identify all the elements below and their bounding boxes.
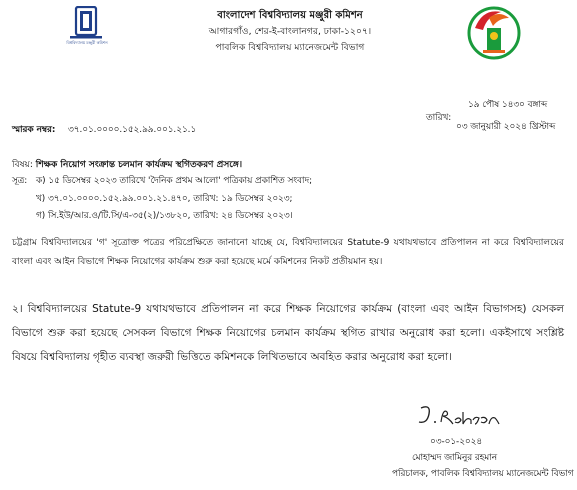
jubilee-emblem	[465, 4, 523, 62]
gregorian-date: ০৩ জানুয়ারী ২০২৪ খ্রিস্টাব্দ	[456, 122, 556, 132]
signatory-title: পরিচালক, পাবলিক বিশ্ববিদ্যালয় ম্যানেজমেন্ট বিভাগ	[392, 469, 574, 479]
organization-name: বাংলাদেশ বিশ্ববিদ্যালয় মঞ্জুরী কমিশন	[217, 10, 363, 21]
signatory-name: মোহাম্মদ জামিনুর রহমান	[412, 453, 497, 463]
organization-address: আগারগাঁও, শের-ই-বাংলানগর, ঢাকা-১২০৭।	[208, 26, 372, 37]
division-name: পাবলিক বিশ্ববিদ্যালয় ম্যানেজমেন্ট বিভাগ	[215, 42, 365, 53]
references-label: সূত্র:	[12, 176, 28, 186]
references	[12, 173, 312, 226]
memo-number: ৩৭.০১.০০০০.১৫২.৯৯.০০১.২১.১	[68, 125, 197, 135]
date-label: তারিখ:	[426, 113, 452, 123]
subject-label: বিষয়:	[12, 160, 33, 170]
reference-item: গ) সি.ইউ/আর.ও/টি.সি/এ-৩৫(২)/১৩৮২০, তারিখ: ২৪ ডিসেম্বর ২০২৩।	[36, 211, 293, 221]
handwritten-signature	[415, 402, 505, 430]
subject-text: শিক্ষক নিয়োগ সংক্রান্ত চলমান কার্যক্রম স্থগিতকরণ প্রসঙ্গে।	[35, 160, 243, 170]
ugc-logo	[64, 6, 108, 40]
reference-item: খ) ৩৭.০১.০০০০.১৫২.৯৯.০০১.২১.৪৭০, তারিখ: ১৯ ডিসেম্বর ২০২৩;	[36, 193, 293, 204]
ugc-logo-caption: বিশ্ববিদ্যালয় মঞ্জুরী কমিশন	[66, 40, 108, 45]
signature-date: ০৩-০১-২০২৪	[430, 437, 483, 447]
body-paragraph-1: চট্টগ্রাম বিশ্ববিদ্যালয়ের 'গ' সূত্রোক্ত পত্রের পরিপ্রেক্ষিতে জানানো যাচ্ছে যে, বিশ্ববিদ্যালয়ের Statute-9 যথাযথভাবে প্রতিপালন না করে বিশ্ববিদ্যালয়ের বাংলা এবং আইন বিভাগে শিক্ষক নিয়োগের কার্যক্রম শুরু করা হয়েছে মর্মে কমিশনের নিকট প্রতীয়মান হয়।	[12, 238, 564, 267]
subject-line	[12, 157, 242, 172]
bangla-date: ১৯ পৌষ ১৪৩০ বঙ্গাব্দ	[468, 100, 548, 110]
memo-label: স্মারক নম্বর:	[12, 125, 56, 135]
reference-item: ক) ১৫ ডিসেম্বর ২০২৩ তারিখে 'দৈনিক প্রথম আলো' পত্রিকায় প্রকাশিত সংবাদ;	[36, 176, 313, 186]
body-paragraph-2: ২। বিশ্ববিদ্যালয়ের Statute-9 যথাযথভাবে প্রতিপালন না করে শিক্ষক নিয়োগের কার্যক্রম (বাংলা এবং আইন বিভাগসহ) যেসকল বিভাগে শুরু করা হয়েছে সেসকল বিভাগে শিক্ষক নিয়োগের চলমান কার্যক্রম স্থগিত রাখার অনুরোধ করা হলো। একইসাথে সংশ্লিষ্ট বিষয়ে বিশ্ববিদ্যালয় গৃহীত ব্যবস্থা জরুরী ভিত্তিতে কমিশনকে লিখিতভাবে অবহিত করার অনুরোধ করা হলো।	[12, 303, 564, 363]
